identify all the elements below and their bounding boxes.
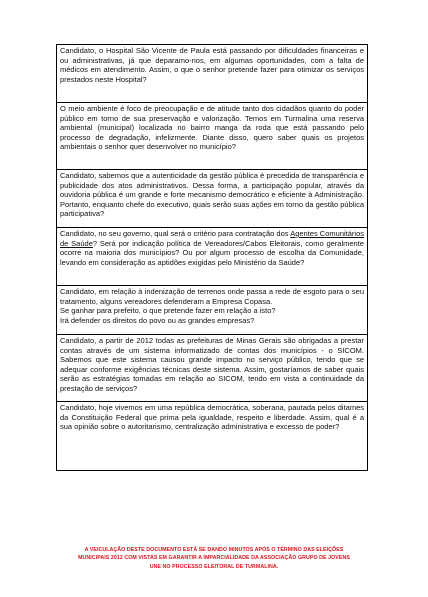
question-text: Candidato, hoje vivemos em uma república democrática, soberana, pautada pelos ditames da Constituição Federal que prima pela igualdade, respeito e liberdade. Assim, qual é a sua opinião sobre o autoritarismo, centralização administrativa e excesso de poder? [60, 403, 364, 432]
question-text: O meio ambiente é foco de preocupação e de atitude tanto dos cidadãos quanto do poder público em torno de sua preservação e valorização. Temos em Turmalina uma reserva ambiental (municipal) localizada no bairro manga da roda que está passando pelo processo de degradação, infelizmente. Diante disso, quero saber quais os projetos ambientais o senhor quer desenvolver no município? [60, 104, 364, 152]
questions-table [56, 44, 368, 471]
election-disclaimer [40, 546, 388, 571]
question-text: Candidato, sabemos que a autenticidade da gestão pública é precedida de transparência e publicidade dos atos administrativos. Dessa forma, a participação popular, através da ouvidoria pública é um grande e forte mecanismo democrático e eficiente à Administração. Portanto, enquanto chefe do executivo, quais serão suas ações em torno da gestão pública participativa? [60, 171, 364, 219]
question-line: Candidato, em relação à indenização de terrenos onde passa a rede de esgoto para o seu tratamento, alguns vereadores defenderam a Empresa Copasa. [60, 287, 364, 306]
question-cell-3 [57, 170, 367, 228]
underlined-term: Agentes Comunitários de Saúde [60, 229, 364, 248]
question-cell-7 [57, 402, 367, 471]
question-line: Irá defender os direitos do povo ou as grandes empresas? [60, 315, 255, 325]
disclaimer-line: MUNICIPAIS 2012 COM VISTAS EM GARANTIR A IMPARCIALIDADE DA ASSOCIAÇÃO GRUPO DE JOVENS [78, 555, 350, 562]
question-line: Se ganhar para prefeito, o que pretende fazer em relação a isto? [60, 306, 276, 316]
question-cell-2 [57, 103, 367, 170]
question-cell-5 [57, 286, 367, 335]
question-text: Candidato, a partir de 2012 todas as prefeituras de Minas Gerais são obrigadas a prestar contas através de um sistema informatizado de contas dos municípios - o SICOM. Sabemos que este sistema causou grande impacto no serviço público, tendo que se adequar conforme exigências técnicas deste sistema. Assim, gostaríamos de saber quais serão as estratégias tomadas em relação ao SICOM, tendo em vista a continuidade da prestação de serviços? [60, 336, 364, 393]
question-cell-4 [57, 228, 367, 286]
question-text: Candidato, o Hospital São Vicente de Paula está passando por dificuldades financeiras e ou administrativas, já que deparamo-nos, em algumas oportunidades, com a falta de médicos em atendimento. Assim, o que o senhor pretende fazer para otimizar os serviços prestados neste Hospital? [60, 46, 364, 84]
question-cell-1 [57, 45, 367, 103]
question-text-part: ? Será por indicação política de Vereadores/Cabos Eleitorais, como geralmente ocorre na maioria dos municípios? Ou por algum processo de escolha da Comunidade, levando em consideração as aptidões exigidas pelo Ministério da Saúde? [60, 238, 364, 267]
disclaimer-line: UNE NO PROCESSO ELEITORAL DE TURMALINA. [149, 563, 279, 570]
disclaimer-line: A VEICULAÇÃO DESTE DOCUMENTO ESTÁ SE DANDO MINUTOS APÓS O TÉRMINO DAS ELEIÇÕES [84, 547, 344, 553]
question-cell-6 [57, 335, 367, 402]
question-text-part: Candidato, no seu governo, qual será o critério para contratação dos [60, 229, 291, 238]
question-text [60, 229, 364, 267]
